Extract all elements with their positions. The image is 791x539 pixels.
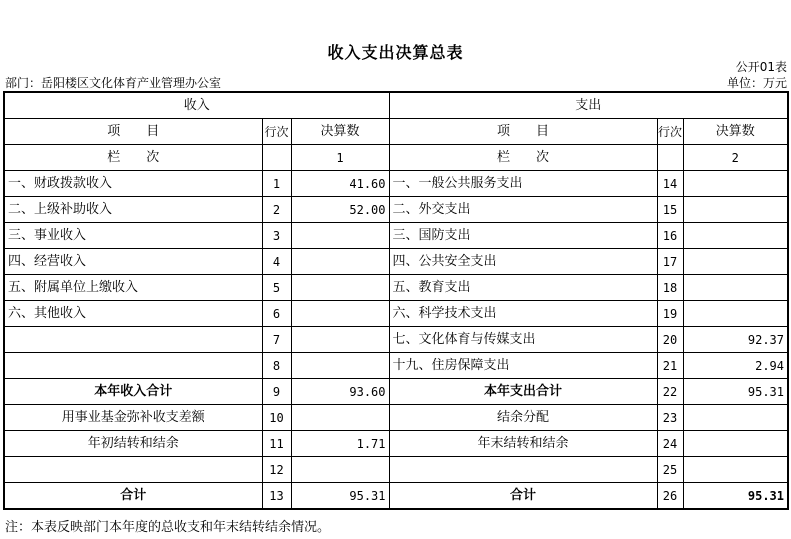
expense-item: 二、外交支出: [389, 197, 657, 223]
income-item: [4, 457, 262, 483]
expense-item: 结余分配: [389, 405, 657, 431]
income-amount: 95.31: [291, 483, 389, 510]
expense-item-header: 项 目: [389, 119, 657, 145]
income-column-blank: [262, 145, 291, 171]
table-row: [4, 327, 788, 353]
expense-item: 五、教育支出: [389, 275, 657, 301]
total-row: [4, 483, 788, 510]
income-line-no: 9: [262, 379, 291, 405]
income-amount-header: 决算数: [291, 119, 389, 145]
income-item: 年初结转和结余: [4, 431, 262, 457]
expense-item: 十九、住房保障支出: [389, 353, 657, 379]
expense-line-no: 24: [657, 431, 683, 457]
expense-amount: 95.31: [683, 379, 788, 405]
summary-row: [4, 457, 788, 483]
expense-column-blank: [657, 145, 683, 171]
expense-amount: [683, 249, 788, 275]
income-column-label: 栏 次: [4, 145, 262, 171]
expense-line-no: 15: [657, 197, 683, 223]
income-item: 一、财政拨款收入: [4, 171, 262, 197]
income-line-no: 13: [262, 483, 291, 510]
income-item: 三、事业收入: [4, 223, 262, 249]
expense-amount: [683, 405, 788, 431]
income-amount: 1.71: [291, 431, 389, 457]
expense-line-header: 行次: [657, 119, 683, 145]
income-line-no: 2: [262, 197, 291, 223]
income-item: [4, 353, 262, 379]
income-amount: [291, 353, 389, 379]
income-line-no: 7: [262, 327, 291, 353]
income-amount: [291, 457, 389, 483]
expense-item: [389, 457, 657, 483]
income-line-no: 11: [262, 431, 291, 457]
expense-line-no: 26: [657, 483, 683, 510]
income-line-no: 3: [262, 223, 291, 249]
unit-label: 单位：万元: [726, 76, 787, 90]
summary-row: [4, 379, 788, 405]
expense-line-no: 22: [657, 379, 683, 405]
table-row: [4, 301, 788, 327]
expense-amount: [683, 275, 788, 301]
table-row: [4, 197, 788, 223]
expense-amount: [683, 301, 788, 327]
income-expense-table: [3, 91, 789, 510]
table-row: [4, 249, 788, 275]
income-line-no: 10: [262, 405, 291, 431]
footnote: 注：本表反映部门本年度的总收支和年末结转结余情况。: [5, 520, 331, 535]
expense-line-no: 20: [657, 327, 683, 353]
income-line-no: 6: [262, 301, 291, 327]
department-label: 部门：岳阳楼区文化体育产业管理办公室: [5, 76, 222, 90]
income-amount: 41.60: [291, 171, 389, 197]
expense-item: 合计: [389, 483, 657, 510]
income-amount: [291, 275, 389, 301]
income-amount: [291, 249, 389, 275]
income-item: 六、其他收入: [4, 301, 262, 327]
income-amount: [291, 327, 389, 353]
expense-amount: [683, 457, 788, 483]
summary-row: [4, 431, 788, 457]
expense-amount-header: 决算数: [683, 119, 788, 145]
expense-line-no: 17: [657, 249, 683, 275]
expense-item: 年末结转和结余: [389, 431, 657, 457]
expense-item: 六、科学技术支出: [389, 301, 657, 327]
income-amount: [291, 405, 389, 431]
expense-item: 本年支出合计: [389, 379, 657, 405]
table-row: [4, 223, 788, 249]
income-item: 五、附属单位上缴收入: [4, 275, 262, 301]
expense-line-no: 23: [657, 405, 683, 431]
income-item-header: 项 目: [4, 119, 262, 145]
expense-line-no: 25: [657, 457, 683, 483]
income-group-header: 收入: [4, 92, 389, 119]
income-item: 二、上级补助收入: [4, 197, 262, 223]
expense-item: 四、公共安全支出: [389, 249, 657, 275]
table-row: [4, 275, 788, 301]
form-number: 公开01表: [735, 60, 787, 74]
expense-amount: [683, 431, 788, 457]
expense-column-label: 栏 次: [389, 145, 657, 171]
expense-line-no: 19: [657, 301, 683, 327]
income-column-number: 1: [291, 145, 389, 171]
expense-line-no: 14: [657, 171, 683, 197]
income-line-no: 1: [262, 171, 291, 197]
expense-amount: 92.37: [683, 327, 788, 353]
income-item: 本年收入合计: [4, 379, 262, 405]
report-title: 收入支出决算总表: [327, 43, 464, 62]
summary-row: [4, 405, 788, 431]
income-line-no: 5: [262, 275, 291, 301]
expense-group-header: 支出: [389, 92, 788, 119]
income-amount: 52.00: [291, 197, 389, 223]
column-header-row: [4, 119, 788, 145]
income-item: 合计: [4, 483, 262, 510]
income-amount: [291, 223, 389, 249]
income-line-header: 行次: [262, 119, 291, 145]
expense-item: 三、国防支出: [389, 223, 657, 249]
income-item: [4, 327, 262, 353]
expense-amount: [683, 171, 788, 197]
table-row: [4, 171, 788, 197]
income-line-no: 12: [262, 457, 291, 483]
expense-line-no: 21: [657, 353, 683, 379]
expense-line-no: 16: [657, 223, 683, 249]
table-row: [4, 353, 788, 379]
income-item: 四、经营收入: [4, 249, 262, 275]
income-item: 用事业基金弥补收支差额: [4, 405, 262, 431]
expense-amount: [683, 223, 788, 249]
column-number-row: [4, 145, 788, 171]
expense-item: 七、文化体育与传媒支出: [389, 327, 657, 353]
expense-line-no: 18: [657, 275, 683, 301]
expense-amount: [683, 197, 788, 223]
income-amount: 93.60: [291, 379, 389, 405]
expense-amount: 2.94: [683, 353, 788, 379]
group-header-row: [4, 92, 788, 119]
expense-amount: 95.31: [683, 483, 788, 510]
income-amount: [291, 301, 389, 327]
expense-item: 一、一般公共服务支出: [389, 171, 657, 197]
expense-column-number: 2: [683, 145, 788, 171]
income-line-no: 8: [262, 353, 291, 379]
income-line-no: 4: [262, 249, 291, 275]
